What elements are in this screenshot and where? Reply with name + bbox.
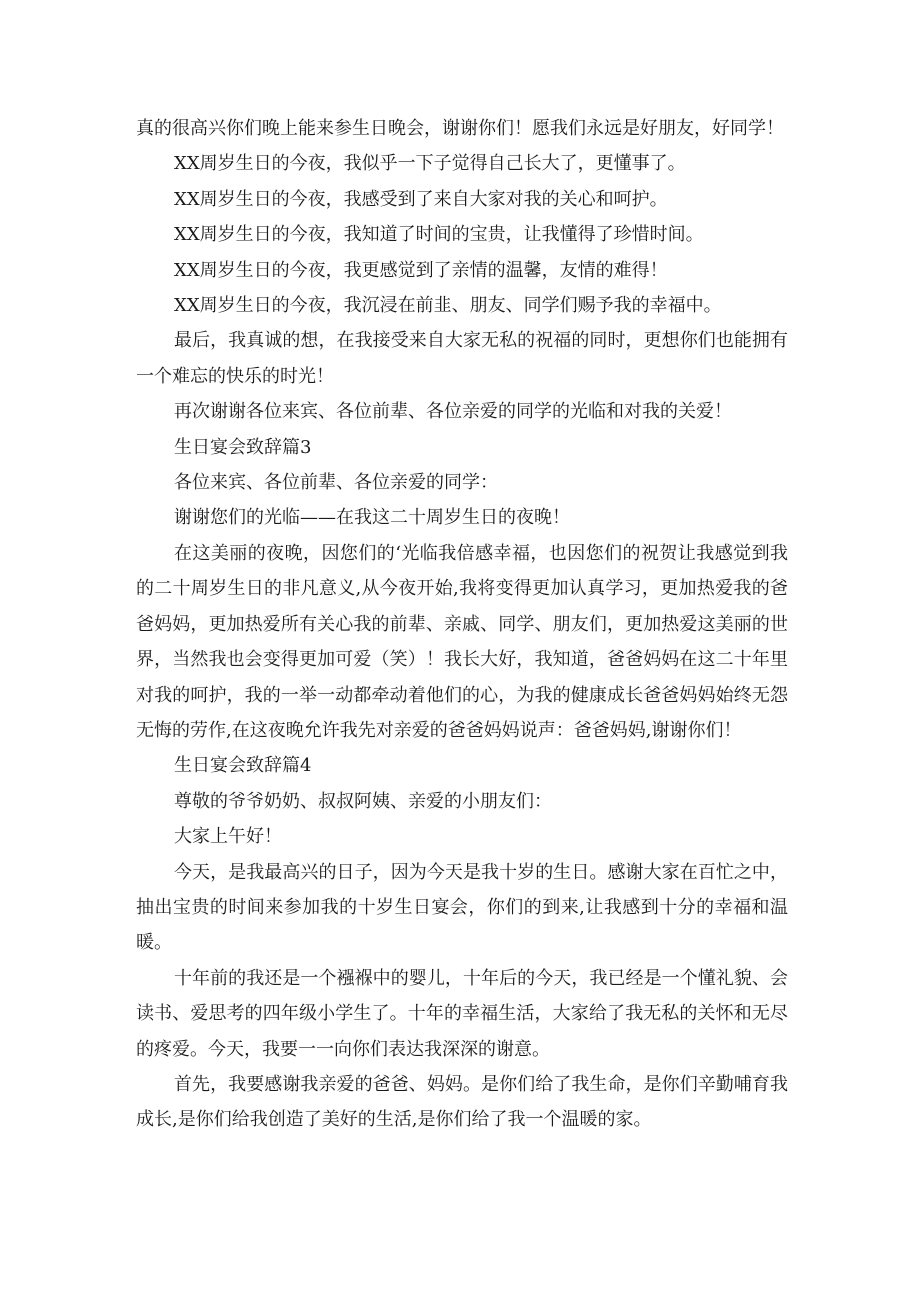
- salutation: 尊敬的爷爷奶奶、叔叔阿姨、亲爱的小朋友们：: [174, 790, 552, 812]
- paragraph: XX周岁生日的今夜，我沉浸在前韭、朋友、同学们赐予我的幸福中。: [174, 295, 722, 317]
- greeting: 大家上午好！: [174, 826, 282, 848]
- paragraph: 谢谢您们的光临——在我这二十周岁生日的夜晚！: [174, 507, 570, 529]
- salutation: 各位来宾、各位前辈、各位亲爱的同学：: [174, 472, 498, 494]
- section-heading: 生日宴会致辞篇4: [174, 755, 312, 777]
- section-heading: 生日宴会致辞篇3: [174, 436, 312, 458]
- paragraph: 最后，我真诚的想，在我接受来自大家无私的祝福的同时，更想你们也能拥有一个难忘的快乐的时光！: [136, 330, 788, 387]
- paragraph: XX周岁生日的今夜，我更感觉到了亲情的温馨，友情的难得！: [174, 259, 668, 281]
- document-body: [136, 111, 788, 1138]
- paragraph: XX周岁生日的今夜，我感受到了来自大家对我的关心和呵护。: [174, 188, 668, 210]
- paragraph: 首先，我要感谢我亲爱的爸爸、妈妈。是你们给了我生命，是你们辛勤哺育我成长,是你们给我创造了美好的生活,是你们给了我一个温暖的家。: [136, 1073, 788, 1131]
- paragraph: XX周岁生日的今夜，我似乎一下子觉得自己长大了，更懂事了。: [174, 153, 686, 175]
- paragraph: XX周岁生日的今夜，我知道了时间的宝贵，让我懂得了珍惜时间。: [174, 224, 704, 246]
- paragraph: 今天，是我最高兴的日子，因为今天是我十岁的生日。感谢大家在百忙之中，抽出宝贵的时间来参加我的十岁生日宴会，你们的到来,让我感到十分的幸福和温暖。: [136, 861, 788, 954]
- paragraph: 在这美丽的夜晚，因您们的‘光临我倍感幸福，也因您们的祝贺让我感觉到我的二十周岁生日的非凡意义,从今夜开始,我将变得更加认真学习，更加热爱我的爸爸妈妈，更加热爱所有关心我的前辈、亲戚、同学、朋友们，更加热爱这美丽的世界，当然我也会变得更加可爱（笑）！我长大好，我知道，爸爸妈妈在这二十年里对我的呵护，我的一举一动都牵动着他们的心，为我的健康成长爸爸妈妈始终无怨无悔的劳作,在这夜晚允许我先对亲爱的爸爸妈妈说声：爸爸妈妈,谢谢你们！: [136, 542, 788, 741]
- paragraph: 真的很高兴你们晚上能来参生日晚会，谢谢你们！愿我们永远是好朋友，好同学！: [136, 118, 784, 139]
- paragraph: 再次谢谢各位来宾、各位前辈、各位亲爱的同学的光临和对我的关爱！: [174, 401, 732, 423]
- paragraph: 十年前的我还是一个襁褓中的婴儿，十年后的今天，我已经是一个懂礼貌、会读书、爱思考的四年级小学生了。十年的幸福生活，大家给了我无私的关怀和无尽的疼爱。今天，我要一一向你们表达我深深的谢意。: [136, 967, 788, 1060]
